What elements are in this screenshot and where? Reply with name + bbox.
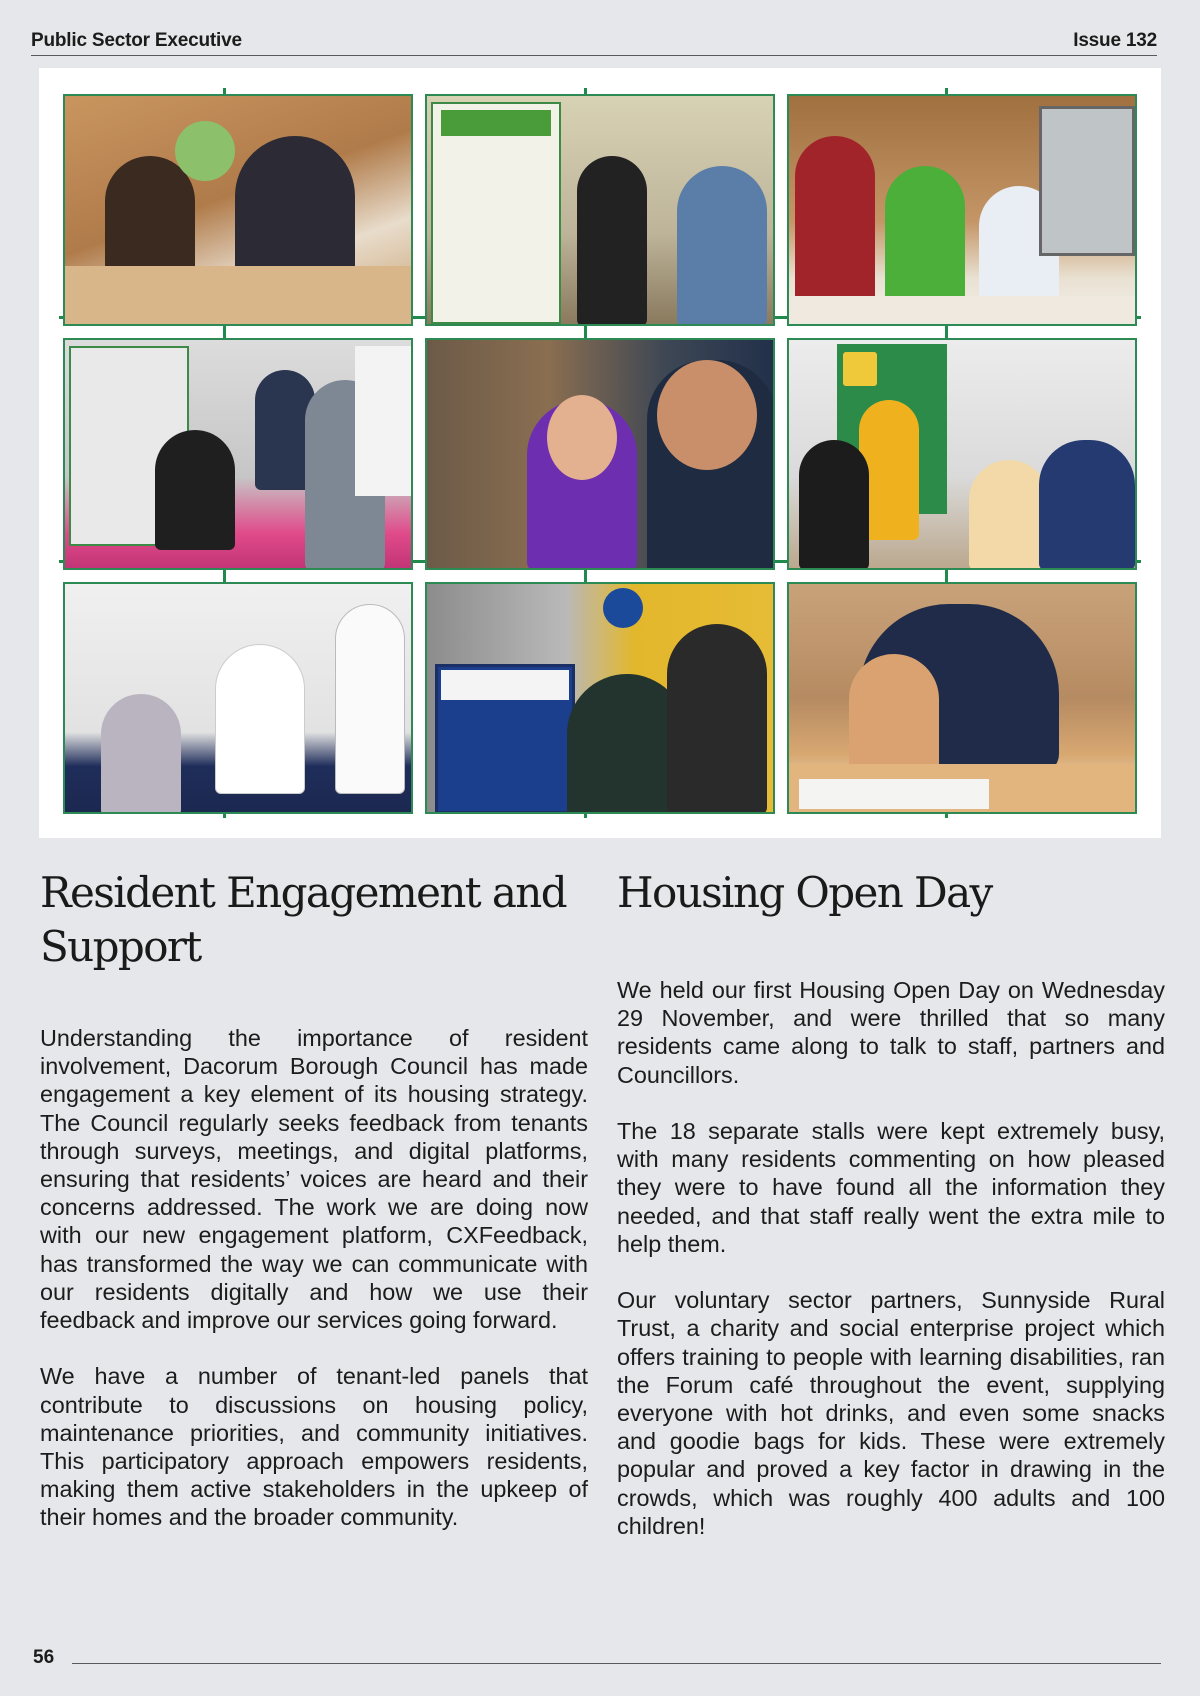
resident-engagement-heading: Resident Engagement and Support (40, 868, 566, 971)
photo-grandparent-drawing (787, 582, 1137, 814)
page-number: 56 (33, 1647, 55, 1668)
publication-title: Public Sector Executive (31, 30, 242, 51)
paragraph: We have a number of tenant-led panels that contribute to discussions on housing policy, maintenance priorities, and community initiatives. This participatory approach empowers residents, making them active stakeholders in the upkeep of their homes and the broader community. (40, 1363, 588, 1531)
photo-advice-desk (787, 94, 1137, 326)
housing-open-day-body (617, 976, 1165, 1540)
paragraph: We held our first Housing Open Day on Wednesday 29 November, and were thrilled that so many residents came along to talk to staff, partners and Councillors. (617, 977, 1165, 1088)
photo-sunnyside-stall (425, 94, 775, 326)
photo-cost-of-living (425, 582, 775, 814)
paragraph: The 18 separate stalls were kept extremely busy, with many residents commenting on how pleased they were to have found all the information they needed, and that staff really went the extra mile to help them. (617, 1118, 1165, 1257)
housing-open-day-column (617, 866, 1165, 1568)
paragraph: Understanding the importance of resident involvement, Dacorum Borough Council has made engagement a key element of its housing strategy. The Council regularly seeks feedback from tenants through surveys, meetings, and digital platforms, ensuring that residents’ voices are heard and their concerns addressed. The work we are doing now with our new engagement platform, CXFeedback, has transformed the way we can communicate with our residents digitally and how we use their feedback and improve our services going forward. (40, 1025, 588, 1334)
photo-collage (39, 68, 1161, 838)
photo-stall-chat (63, 338, 413, 570)
housing-open-day-heading: Housing Open Day (617, 868, 992, 917)
photo-high-five (63, 582, 413, 814)
resident-engagement-column (40, 866, 588, 1560)
issue-number: Issue 132 (1073, 30, 1157, 51)
footer-divider (72, 1663, 1161, 1664)
page-header (31, 30, 1157, 56)
resident-engagement-body (40, 1024, 588, 1532)
photo-face-paint (425, 338, 775, 570)
photo-children-crafts (63, 94, 413, 326)
paragraph: Our voluntary sector partners, Sunnyside Rural Trust, a charity and social enterprise project which offers training to people with learning disabilities, ran the Forum café throughout the event, supplying everyone with hot drinks, and even some snacks and goodie bags for kids. These were extremely popular and proved a key factor in drawing in the crowds, which was roughly 400 adults and 100 children! (617, 1287, 1165, 1539)
photo-supported-housing (787, 338, 1137, 570)
